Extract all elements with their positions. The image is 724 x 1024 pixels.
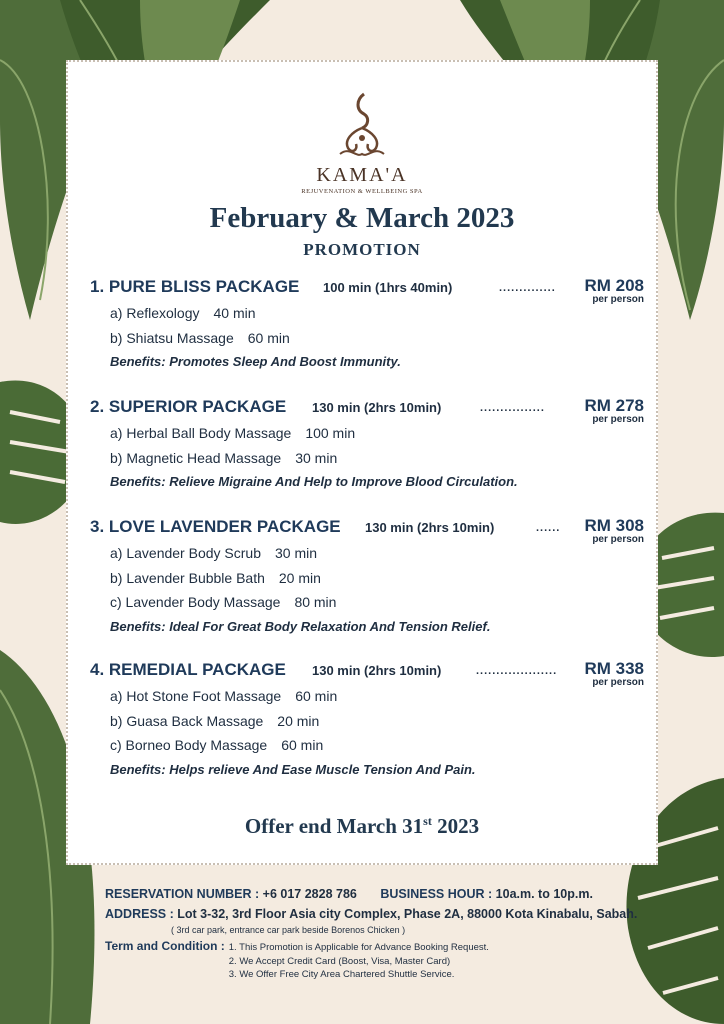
- address: Lot 3-32, 3rd Floor Asia city Complex, Phase 2A, 88000 Kota Kinabalu, Sabah.: [177, 907, 638, 921]
- terms-item: 1. This Promotion is Applicable for Advance Booking Request.: [228, 942, 489, 953]
- price-per-person: per person: [592, 534, 644, 545]
- brand-name: KAMA'A: [316, 164, 408, 186]
- package-superior: [90, 397, 650, 494]
- treatment-item: a) Reflexology 40 min: [110, 305, 256, 321]
- package-duration: 130 min (2hrs 10min): [312, 663, 442, 678]
- package-duration: 130 min (2hrs 10min): [312, 400, 442, 415]
- page-title: February & March 2023: [209, 202, 515, 234]
- package-duration: 130 min (2hrs 10min): [365, 520, 495, 535]
- dot-leader: ..............: [499, 282, 556, 294]
- package-name: 2. SUPERIOR PACKAGE: [90, 397, 287, 416]
- reservation-number[interactable]: +6 017 2828 786: [262, 887, 357, 901]
- treatment-item: a) Hot Stone Foot Massage 60 min: [110, 688, 338, 704]
- package-name: 4. REMEDIAL PACKAGE: [90, 660, 286, 679]
- package-price: RM 338: [584, 659, 644, 678]
- treatment-item: a) Herbal Ball Body Massage 100 min: [110, 425, 356, 441]
- treatment-item: b) Lavender Bubble Bath 20 min: [110, 569, 321, 586]
- address-row: ADDRESS : Lot 3-32, 3rd Floor Asia city Complex, Phase 2A, 88000 Kota Kinabalu, Sabah.: [105, 907, 638, 921]
- ornament-icon: [334, 92, 390, 162]
- treatment-item: b) Shiatsu Massage 60 min: [110, 329, 290, 346]
- package-love-lavender: [90, 517, 650, 639]
- price-per-person: per person: [592, 294, 644, 305]
- price-per-person: per person: [592, 414, 644, 425]
- terms-item: 3. We Offer Free City Area Chartered Shuttle Service.: [228, 969, 455, 980]
- promotion-card: [66, 60, 658, 865]
- price-per-person: per person: [592, 677, 644, 688]
- dot-leader: ................: [480, 402, 545, 414]
- package-benefit: Benefits: Relieve Migraine And Help to Improve Blood Circulation.: [110, 474, 518, 489]
- package-pure-bliss: [90, 277, 650, 374]
- package-price: RM 308: [584, 516, 644, 535]
- treatment-item: b) Guasa Back Massage 20 min: [110, 712, 320, 729]
- page-subtitle: PROMOTION: [303, 240, 421, 259]
- package-price: RM 278: [584, 396, 644, 415]
- package-name: 1. PURE BLISS PACKAGE: [90, 277, 300, 296]
- treatment-item: a) Lavender Body Scrub 30 min: [110, 545, 318, 561]
- package-name: 3. LOVE LAVENDER PACKAGE: [90, 517, 341, 536]
- reservation-row: RESERVATION NUMBER : +6 017 2828 786 BUSINESS HOUR : 10a.m. to 10p.m.: [105, 887, 593, 901]
- dot-leader: ......: [536, 522, 561, 534]
- package-duration: 100 min (1hrs 40min): [323, 280, 453, 295]
- package-benefit: Benefits: Ideal For Great Body Relaxation And Tension Relief.: [110, 618, 491, 634]
- treatment-item: c) Borneo Body Massage 60 min: [110, 737, 324, 753]
- package-benefit: Benefits: Helps relieve And Ease Muscle Tension And Pain.: [110, 761, 476, 777]
- treatment-item: b) Magnetic Head Massage 30 min: [110, 449, 338, 466]
- address-note: ( 3rd car park, entrance car park beside Borenos Chicken ): [171, 925, 406, 935]
- treatment-item: c) Lavender Body Massage 80 min: [110, 594, 337, 610]
- terms-item: 2. We Accept Credit Card (Boost, Visa, Master Card): [228, 955, 451, 967]
- package-remedial: [90, 660, 650, 782]
- business-hours: 10a.m. to 10p.m.: [495, 887, 593, 901]
- dot-leader: ....................: [476, 665, 558, 677]
- package-benefit: Benefits: Promotes Sleep And Boost Immunity.: [110, 354, 401, 369]
- package-price: RM 208: [584, 276, 644, 295]
- footer-info: [105, 884, 665, 982]
- offer-end-date: Offer end March 31st 2023: [244, 814, 480, 838]
- brand-tagline: REJUVENATION & WELLBEING SPA: [301, 188, 423, 195]
- terms-and-conditions: Term and Condition : 1. This Promotion is Applicable for Advance Booking Request. 2. We Accept Credit Card (Boost, Visa, Master Card) 3. We Offer Free City Area Chartered Shuttle Service.: [105, 939, 489, 980]
- brand-logo: [68, 92, 656, 195]
